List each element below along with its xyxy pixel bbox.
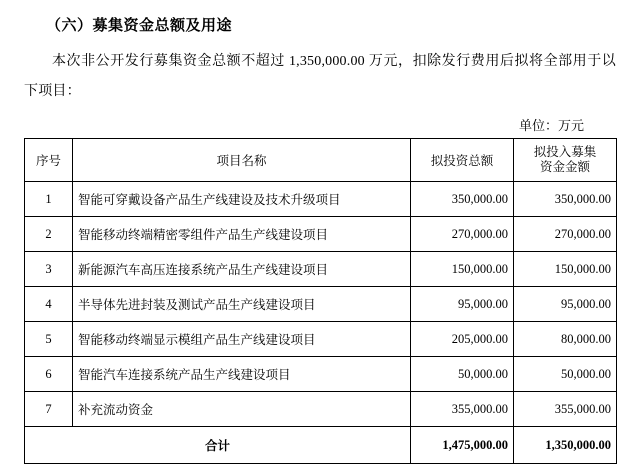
table-row	[25, 217, 617, 252]
intro-paragraph: 本次非公开发行募集资金总额不超过 1,350,000.00 万元，扣除发行费用后拟将全部用于以下项目：	[24, 54, 616, 99]
header-project-name: 项目名称	[73, 139, 411, 182]
row-no: 1	[25, 182, 73, 217]
table-header-row	[25, 139, 617, 182]
row-total-investment: 270,000.00	[411, 217, 514, 252]
row-total-investment: 150,000.00	[411, 252, 514, 287]
row-total-investment: 50,000.00	[411, 357, 514, 392]
header-total-investment: 拟投资总额	[411, 139, 514, 182]
row-project-name: 智能汽车连接系统产品生产线建设项目	[73, 357, 411, 392]
fund-usage-table	[24, 138, 617, 464]
total-raise-sum: 1,350,000.00	[514, 427, 617, 464]
row-project-name: 补充流动资金	[73, 392, 411, 427]
row-raise-amount: 95,000.00	[514, 287, 617, 322]
row-raise-amount: 355,000.00	[514, 392, 617, 427]
table-row	[25, 322, 617, 357]
row-total-investment: 355,000.00	[411, 392, 514, 427]
unit-note: 单位：万元	[518, 118, 584, 133]
row-no: 3	[25, 252, 73, 287]
table-row	[25, 287, 617, 322]
table-row	[25, 392, 617, 427]
table-row	[25, 357, 617, 392]
section-heading: （六）募集资金总额及用途	[46, 18, 233, 34]
table-row	[25, 182, 617, 217]
row-no: 6	[25, 357, 73, 392]
header-raise-amount-line2: 资金金额	[539, 160, 590, 174]
row-no: 5	[25, 322, 73, 357]
row-project-name: 半导体先进封装及测试产品生产线建设项目	[73, 287, 411, 322]
row-project-name: 智能可穿戴设备产品生产线建设及技术升级项目	[73, 182, 411, 217]
row-raise-amount: 50,000.00	[514, 357, 617, 392]
total-investment-sum: 1,475,000.00	[411, 427, 514, 464]
row-total-investment: 205,000.00	[411, 322, 514, 357]
row-no: 2	[25, 217, 73, 252]
row-total-investment: 350,000.00	[411, 182, 514, 217]
row-project-name: 新能源汽车高压连接系统产品生产线建设项目	[73, 252, 411, 287]
table-total-row	[25, 427, 617, 464]
row-raise-amount: 270,000.00	[514, 217, 617, 252]
header-raise-amount	[514, 139, 617, 182]
row-no: 4	[25, 287, 73, 322]
row-no: 7	[25, 392, 73, 427]
row-project-name: 智能移动终端精密零组件产品生产线建设项目	[73, 217, 411, 252]
header-raise-amount-line1: 拟投入募集	[533, 145, 597, 159]
row-raise-amount: 150,000.00	[514, 252, 617, 287]
row-raise-amount: 350,000.00	[514, 182, 617, 217]
total-label: 合计	[25, 427, 411, 464]
table-row	[25, 252, 617, 287]
row-raise-amount: 80,000.00	[514, 322, 617, 357]
row-total-investment: 95,000.00	[411, 287, 514, 322]
header-no: 序号	[25, 139, 73, 182]
row-project-name: 智能移动终端显示模组产品生产线建设项目	[73, 322, 411, 357]
